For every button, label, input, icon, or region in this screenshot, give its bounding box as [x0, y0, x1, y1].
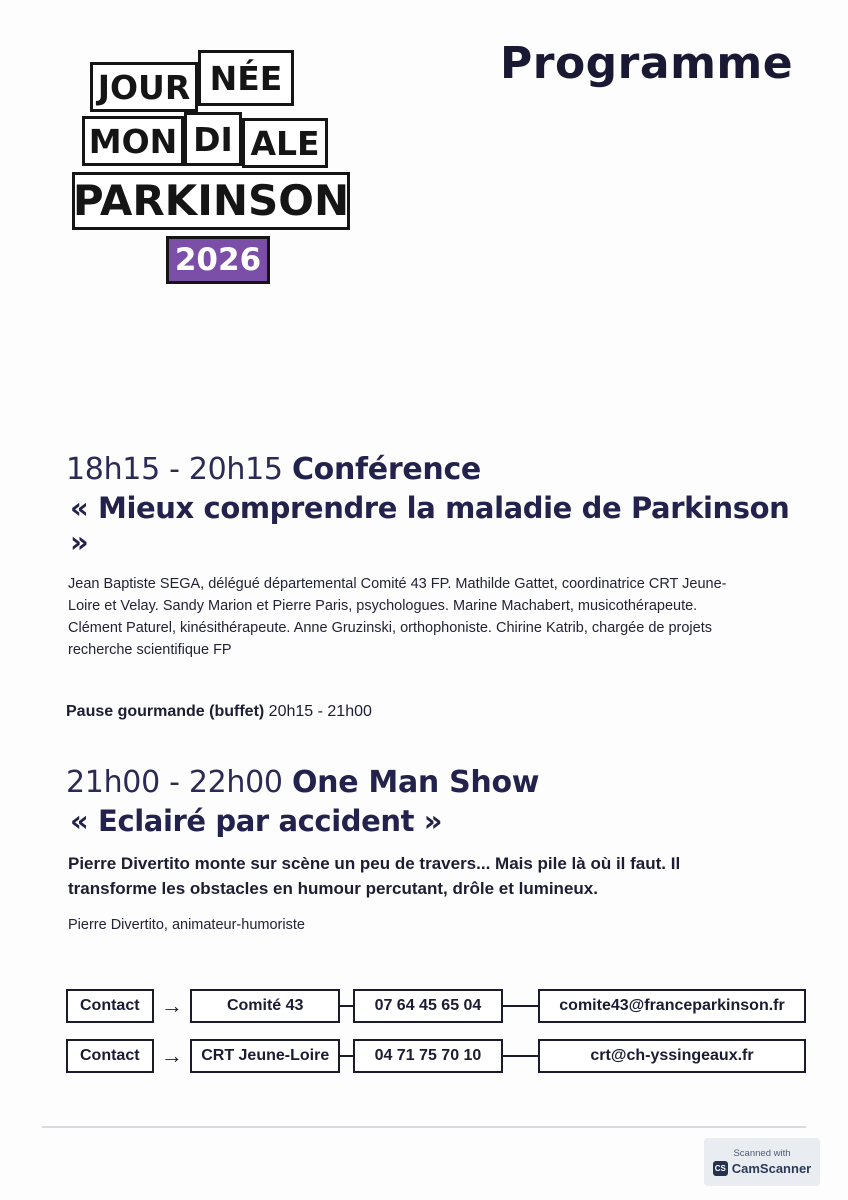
logo-word-nee: NÉE [198, 50, 294, 106]
break-time: 20h15 - 21h00 [264, 703, 372, 721]
page-title: Programme [500, 38, 794, 89]
watermark-top-text: Scanned with [733, 1148, 791, 1159]
watermark-brand [713, 1161, 811, 1176]
programme-content [66, 452, 796, 933]
camscanner-icon: CS [713, 1161, 728, 1176]
session-headline: « Eclairé par accident » [70, 804, 443, 839]
session-time: 18h15 - 20h15 [66, 452, 292, 487]
session-headline: « Mieux comprendre la maladie de Parkinson » [70, 491, 790, 559]
session-type: Conférence [291, 452, 481, 487]
contact-connector [503, 1005, 538, 1007]
contact-email[interactable]: crt@ch-yssingeaux.fr [538, 1039, 806, 1073]
session-time-row [66, 765, 796, 800]
session-one-man-show [66, 765, 796, 933]
logo-word-di: DI [184, 112, 242, 166]
break-row [66, 703, 796, 721]
camscanner-watermark [704, 1138, 820, 1186]
contact-row [66, 988, 806, 1024]
session-time-row [66, 452, 796, 487]
logo-word-ale: ALE [242, 118, 328, 168]
session-conference [66, 452, 796, 661]
session-time: 21h00 - 22h00 [66, 765, 292, 801]
contacts-block [66, 988, 806, 1088]
contact-connector [503, 1055, 538, 1057]
contact-email[interactable]: comite43@franceparkinson.fr [538, 989, 806, 1023]
contact-row [66, 1038, 806, 1074]
arrow-right-icon: → [160, 993, 183, 1018]
logo-word-parkinson: PARKINSON [72, 172, 350, 230]
contact-organisation: Comité 43 [190, 989, 340, 1023]
session-type: One Man Show [291, 765, 540, 801]
contact-connector [340, 1005, 353, 1007]
logo-word-mon: MON [82, 116, 184, 166]
session-description: Pierre Divertito monte sur scène un peu de travers... Mais pile là où il faut. Il transforme les obstacles en humour percutant, drôle et lumineux. [68, 854, 681, 898]
event-logo [72, 32, 372, 277]
contact-connector [340, 1055, 353, 1057]
footer-divider [42, 1126, 806, 1128]
contact-label: Contact [66, 1039, 154, 1073]
contact-organisation: CRT Jeune-Loire [190, 1039, 340, 1073]
watermark-name: CamScanner [731, 1161, 812, 1176]
break-label: Pause gourmande (buffet) [66, 703, 265, 721]
session-credit: Pierre Divertito, animateur-humoriste [68, 917, 305, 934]
logo-year: 2026 [166, 236, 270, 284]
contact-phone[interactable]: 07 64 45 65 04 [353, 989, 503, 1023]
contact-phone[interactable]: 04 71 75 70 10 [353, 1039, 503, 1073]
session-speakers: Jean Baptiste SEGA, délégué départemental Comité 43 FP. Mathilde Gattet, coordinatrice CRT Jeune-Loire et Velay. Sandy Marion et Pierre Paris, psychologues. Marine Machabert, musicothérapeute. Clément Paturel, kinésithérapeute. Anne Gruzinski, orthophoniste. Chirine Katrib, chargée de projets recherche scientifique FP [68, 576, 727, 659]
arrow-right-icon: → [160, 1043, 183, 1068]
logo-word-jour: JOUR [90, 62, 198, 112]
contact-label: Contact [66, 989, 154, 1023]
